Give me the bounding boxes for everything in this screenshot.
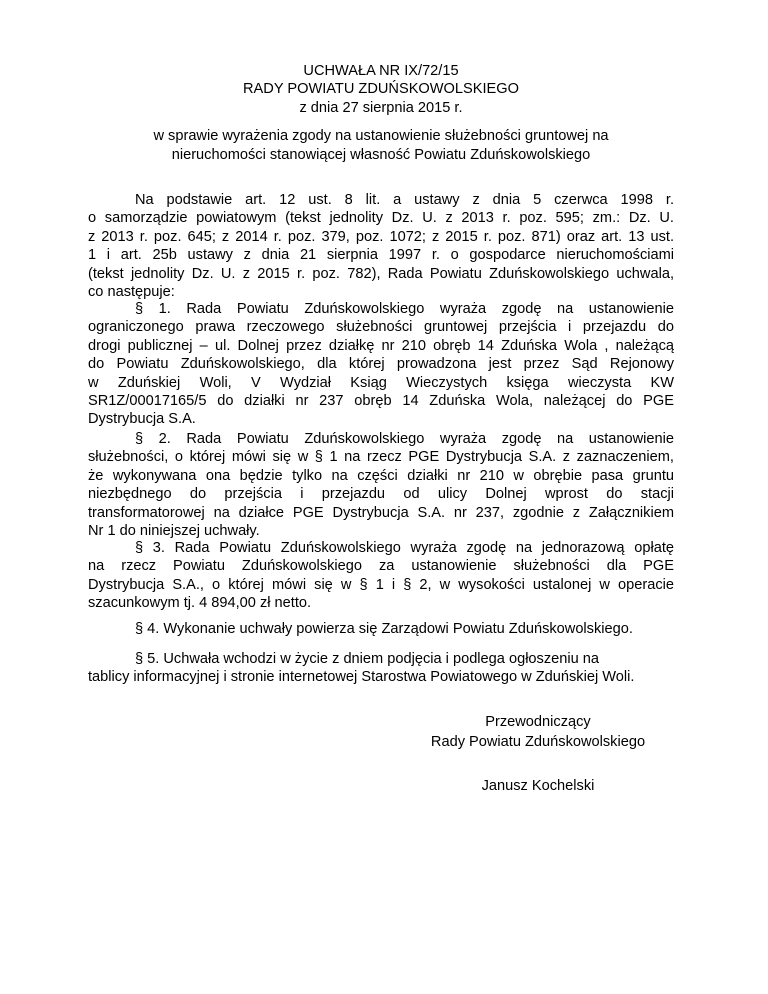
text-line: szacunkowym tj. 4 894,00 zł netto. (88, 595, 312, 612)
text-line: do Powiatu Zduńskowolskiego, dla której prowadzona jest przez Sąd Rejonowy (88, 356, 674, 373)
text-line: § 5. Uchwała wchodzi w życie z dniem podjęcia i podlega ogłoszeniu na (135, 651, 600, 667)
text-line: Dystrybucja S.A. (88, 411, 196, 428)
text-line: § 2. Rada Powiatu Zduńskowolskiego wyraża zgodę na ustanowienie (135, 431, 674, 447)
text-line: § 4. Wykonanie uchwały powierza się Zarządowi Powiatu Zduńskowolskiego. (135, 621, 633, 637)
legal-basis-paragraph (88, 191, 674, 301)
text-line: niezbędnego do przejścia i przejazdu od ulicy Dolnej wprost do stacji (88, 486, 674, 503)
text-line: § 1. Rada Powiatu Zduńskowolskiego wyraża zgodę na ustanowienie (135, 301, 674, 317)
council-title: Rady Powiatu Zduńskowolskiego (430, 734, 646, 750)
text-line: Dystrybucja S.A., o której mówi się w § 1 i § 2, w wysokości ustalonej w operacie (88, 576, 674, 593)
text-line: co następuje: (88, 284, 175, 301)
resolution-header (88, 62, 674, 117)
section-5-paragraph (88, 650, 674, 687)
text-line: transformatorowej na działce PGE Dystrybucja S.A. nr 237, zgodnie z Załącznikiem (88, 504, 674, 521)
text-line: z 2013 r. poz. 645; z 2014 r. poz. 379, poz. 1072; z 2015 r. poz. 871) oraz art. 13 ust. (88, 228, 674, 245)
section-2-paragraph (88, 430, 674, 540)
text-line: (tekst jednolity Dz. U. z 2015 r. poz. 782), Rada Powiatu Zduńskowolskiego uchwala, (88, 265, 674, 282)
council-name: RADY POWIATU ZDUŃSKOWOLSKIEGO (243, 81, 519, 98)
signatory-name: Janusz Kochelski (481, 778, 595, 794)
text-line: SR1Z/00017165/5 do działki nr 237 obręb 14 Zduńska Wola, należącej do PGE (88, 393, 674, 410)
resolution-date: z dnia 27 sierpnia 2015 r. (299, 99, 463, 116)
text-line: § 3. Rada Powiatu Zduńskowolskiego wyraża zgodę na jednorazową opłatę (135, 540, 674, 556)
section-3-paragraph (88, 539, 674, 613)
text-line: o samorządzie powiatowym (tekst jednolity Dz. U. z 2013 r. poz. 595; zm.: Dz. U. (88, 210, 674, 227)
subject-line: nieruchomości stanowiącej własność Powiatu Zduńskowolskiego (171, 146, 591, 163)
text-line: Na podstawie art. 12 ust. 8 lit. a ustawy z dnia 5 czerwca 1998 r. (135, 192, 674, 208)
text-line: ograniczonego prawa rzeczowego służebności gruntowej przejścia i przejazdu do (88, 319, 674, 336)
text-line: na rzecz Powiatu Zduńskowolskiego za ustanowienie służebności dla PGE (88, 558, 674, 575)
text-line: Nr 1 do niniejszej uchwały. (88, 523, 260, 540)
text-line: służebności, o której mówi się w § 1 na rzecz PGE Dystrybucja S.A. z zaznaczeniem, (88, 449, 674, 466)
section-1-paragraph (88, 300, 674, 429)
chairman-title: Przewodniczący (485, 714, 591, 730)
resolution-subject (88, 127, 674, 164)
text-line: 1 i art. 25b ustawy z dnia 21 sierpnia 1997 r. o gospodarce nieruchomościami (88, 247, 674, 264)
text-line: że wykonywana ona będzie tylko na części działki nr 210 w obrębie pasa gruntu (88, 467, 674, 484)
section-4-paragraph (88, 620, 674, 638)
text-line: w Zduńskiej Woli, V Wydział Ksiąg Wieczystych księga wieczysta KW (88, 374, 674, 391)
subject-line: w sprawie wyrażenia zgody na ustanowienie służebności gruntowej na (153, 128, 609, 144)
signature-title (418, 712, 658, 752)
resolution-number: UCHWAŁA NR IX/72/15 (303, 63, 459, 79)
text-line: drogi publicznej – ul. Dolnej przez działkę nr 210 obręb 14 Zduńska Wola , należącą (88, 337, 674, 354)
text-line: tablicy informacyjnej i stronie internetowej Starostwa Powiatowego w Zduńskiej Woli. (88, 669, 635, 686)
